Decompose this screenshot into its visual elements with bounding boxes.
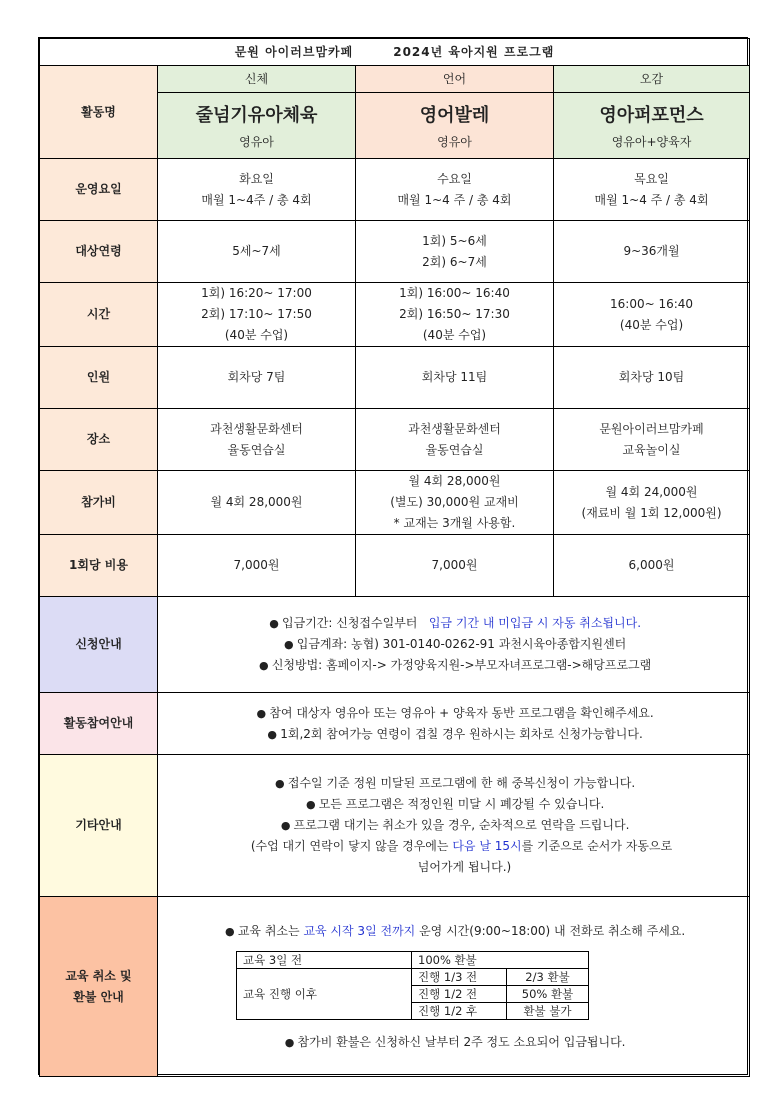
apply-line xyxy=(158,634,749,655)
place-line: 율동연습실 xyxy=(227,442,286,457)
table-row xyxy=(237,951,589,968)
label-refund xyxy=(40,897,158,1077)
program-table xyxy=(39,38,750,1077)
program-target: 영유아+양육자 xyxy=(611,134,692,149)
refund-text: 운영 시간(9:00~18:00) 내 전화로 취소해 주세요. xyxy=(419,923,686,938)
refund-stage: 진행 1/3 전 xyxy=(412,968,507,985)
program-target: 영유아 xyxy=(239,134,274,149)
refund-text: 교육 취소는 xyxy=(237,923,300,938)
place-cell-3 xyxy=(554,409,750,471)
place-line: 문원아이러브맘카페 xyxy=(599,421,704,436)
program-target: 영유아 xyxy=(437,134,472,149)
program-cell-1 xyxy=(158,93,356,159)
other-note-cont: 넘어가게 됩니다.) xyxy=(417,860,512,874)
bullet-icon: ● xyxy=(283,638,294,651)
refund-deadline: 교육 시작 3일 전까지 xyxy=(303,923,416,938)
bullet-icon: ● xyxy=(284,1035,295,1049)
age-cell-1 xyxy=(158,221,356,283)
other-line xyxy=(158,794,749,815)
bullet-icon: ● xyxy=(225,924,235,938)
apply-info xyxy=(158,597,750,693)
days-line: 수요일 xyxy=(437,171,472,186)
time-line: 2회) 16:50~ 17:30 xyxy=(399,307,510,321)
refund-text: 참가비 환불은 신청하신 날부터 2주 정도 소요되어 입금됩니다. xyxy=(297,1034,626,1049)
refund-line xyxy=(158,1032,749,1053)
bullet-icon: ● xyxy=(269,617,279,630)
category-senses: 오감 xyxy=(554,66,750,93)
age-line: 1회) 5~6세 xyxy=(422,233,487,248)
other-note-highlight: 다음 날 15시 xyxy=(452,839,522,853)
label-per-session: 1회당 비용 xyxy=(40,535,158,597)
category-physical: 신체 xyxy=(158,66,356,93)
other-text: 모든 프로그램은 적정인원 미달 시 폐강될 수 있습니다. xyxy=(318,797,605,811)
fee-cell-2 xyxy=(356,471,554,535)
apply-account: 입금계좌: 농협) 301-0140-0262-91 과천시육아종합지원센터 xyxy=(296,637,627,651)
participation-line xyxy=(158,703,749,724)
participation-text: 참여 대상자 영유아 또는 영유아 + 양육자 동반 프로그램을 확인해주세요. xyxy=(269,705,654,720)
other-line xyxy=(158,815,749,836)
other-note-text: 를 기준으로 순서가 자동으로 xyxy=(521,839,673,853)
days-line: 화요일 xyxy=(239,171,274,186)
time-line: (40분 수업) xyxy=(619,317,684,332)
per-session-cell-2: 7,000원 xyxy=(356,535,554,597)
per-session-cell-3: 6,000원 xyxy=(554,535,750,597)
time-line: (40분 수업) xyxy=(224,328,289,342)
place-line: 과천생활문화센터 xyxy=(210,421,303,436)
bullet-icon: ● xyxy=(275,777,285,790)
fee-line: * 교재는 3개월 사용함. xyxy=(393,516,516,530)
days-line: 매월 1~4 주 / 총 4회 xyxy=(594,192,709,207)
refund-stage: 진행 1/2 후 xyxy=(412,1002,507,1019)
label-refund-line: 환불 안내 xyxy=(73,989,124,1004)
refund-info xyxy=(158,897,750,1077)
time-cell-1 xyxy=(158,283,356,347)
fee-cell-1 xyxy=(158,471,356,535)
refund-after-label: 교육 진행 이후 xyxy=(237,968,412,1019)
label-refund-line: 교육 취소 및 xyxy=(65,968,132,983)
label-days: 운영요일 xyxy=(40,159,158,221)
label-age: 대상연령 xyxy=(40,221,158,283)
time-cell-3 xyxy=(554,283,750,347)
refund-result: 환불 불가 xyxy=(507,1002,589,1019)
age-cell-3 xyxy=(554,221,750,283)
other-note-text: (수업 대기 연락이 닿지 않을 경우에는 xyxy=(250,839,449,853)
age-line: 2회) 6~7세 xyxy=(422,254,487,269)
refund-before-value: 100% 환불 xyxy=(412,951,589,968)
place-cell-1 xyxy=(158,409,356,471)
apply-auto-cancel-note: 입금 기간 내 미입금 시 자동 취소됩니다. xyxy=(428,616,642,630)
apply-line xyxy=(158,655,749,676)
refund-table xyxy=(236,951,589,1020)
bullet-icon: ● xyxy=(259,659,269,672)
label-capacity: 인원 xyxy=(40,347,158,409)
capacity-cell-1: 회차당 7팀 xyxy=(158,347,356,409)
label-participation: 활동참여안내 xyxy=(40,693,158,755)
refund-result: 50% 환불 xyxy=(507,985,589,1002)
apply-deposit-period: 입금기간: 신청접수일부터 xyxy=(282,616,418,630)
bullet-icon: ● xyxy=(256,706,267,720)
days-line: 매월 1~4주 / 총 4회 xyxy=(201,192,312,207)
title-program-year: 2024년 육아지원 프로그램 xyxy=(393,44,555,59)
label-activity: 활동명 xyxy=(40,66,158,159)
fee-line: 월 4회 28,000원 xyxy=(408,474,501,488)
fee-line: (별도) 30,000원 교재비 xyxy=(390,495,519,509)
other-text: 접수일 기준 정원 미달된 프로그램에 한 해 중복신청이 가능합니다. xyxy=(287,776,636,790)
label-other: 기타안내 xyxy=(40,755,158,897)
time-line: (40분 수업) xyxy=(422,328,487,342)
capacity-cell-2: 회차당 11팀 xyxy=(356,347,554,409)
fee-line: (재료비 월 1회 12,000원) xyxy=(581,505,722,520)
bullet-icon: ● xyxy=(280,819,291,832)
place-line: 과천생활문화센터 xyxy=(408,421,501,436)
place-line: 율동연습실 xyxy=(425,442,484,457)
age-cell-2 xyxy=(356,221,554,283)
other-line xyxy=(158,773,749,794)
days-line: 매월 1~4 주 / 총 4회 xyxy=(397,192,512,207)
time-line: 16:00~ 16:40 xyxy=(610,296,694,311)
program-name: 줄넘기유아체육 xyxy=(195,104,318,126)
refund-stage: 진행 1/2 전 xyxy=(412,985,507,1002)
days-cell-1 xyxy=(158,159,356,221)
apply-line xyxy=(158,613,749,634)
program-name: 영아퍼포먼스 xyxy=(599,104,704,126)
time-line: 1회) 16:00~ 16:40 xyxy=(399,286,510,300)
time-line: 1회) 16:20~ 17:00 xyxy=(201,286,312,300)
title-center-name: 문원 아이러브맘카페 xyxy=(234,44,354,59)
bullet-icon: ● xyxy=(267,727,278,741)
other-note xyxy=(158,836,749,857)
program-document xyxy=(38,37,748,1075)
days-cell-3 xyxy=(554,159,750,221)
time-line: 2회) 17:10~ 17:50 xyxy=(201,307,312,321)
refund-result: 2/3 환불 xyxy=(507,968,589,985)
days-cell-2 xyxy=(356,159,554,221)
participation-line xyxy=(158,724,749,745)
label-fee: 참가비 xyxy=(40,471,158,535)
fee-line: 월 4회 28,000원 xyxy=(210,495,303,509)
category-language: 언어 xyxy=(356,66,554,93)
refund-line xyxy=(158,921,749,942)
capacity-cell-3: 회차당 10팀 xyxy=(554,347,750,409)
apply-method: 신청방법: 홈페이지-> 가정양육지원->부모자녀프로그램->해당프로그램 xyxy=(271,658,652,672)
refund-before-label: 교육 3일 전 xyxy=(237,951,412,968)
days-line: 목요일 xyxy=(634,171,669,186)
participation-text: 1회,2회 참여가능 연령이 겹칠 경우 원하시는 회차로 신청가능합니다. xyxy=(280,726,643,741)
place-cell-2 xyxy=(356,409,554,471)
age-line: 5세~7세 xyxy=(232,244,281,258)
program-cell-3 xyxy=(554,93,750,159)
time-cell-2 xyxy=(356,283,554,347)
table-row xyxy=(237,968,589,985)
label-place: 장소 xyxy=(40,409,158,471)
place-line: 교육놀이실 xyxy=(622,442,681,457)
program-name: 영어발레 xyxy=(419,104,490,126)
age-line: 9~36개월 xyxy=(623,244,680,258)
program-cell-2 xyxy=(356,93,554,159)
fee-line: 월 4회 24,000원 xyxy=(605,484,698,499)
label-apply: 신청안내 xyxy=(40,597,158,693)
per-session-cell-1: 7,000원 xyxy=(158,535,356,597)
page-title xyxy=(40,39,750,66)
other-info xyxy=(158,755,750,897)
participation-info xyxy=(158,693,750,755)
bullet-icon: ● xyxy=(305,798,316,811)
other-text: 프로그램 대기는 취소가 있을 경우, 순차적으로 연락을 드립니다. xyxy=(293,818,630,832)
fee-cell-3 xyxy=(554,471,750,535)
label-time: 시간 xyxy=(40,283,158,347)
